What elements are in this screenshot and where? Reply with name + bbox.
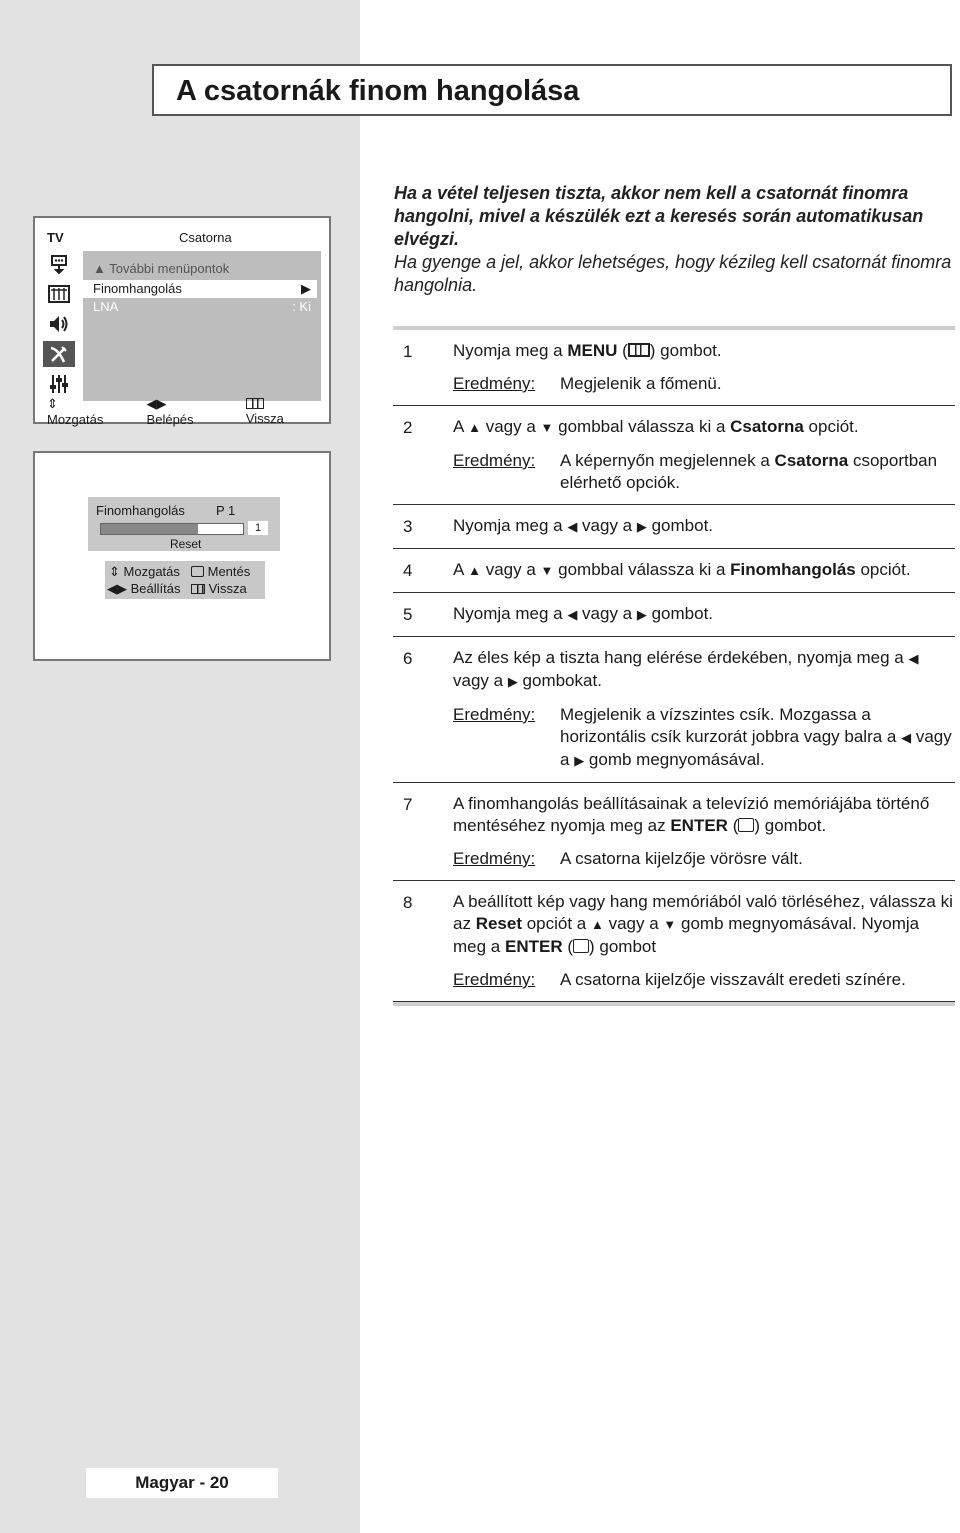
menu-icon [191,584,205,594]
left-arrow-icon: ◀ [908,651,919,666]
arrow-right-icon: ▶ [301,281,311,296]
step-2 [393,406,955,505]
leftright-icon: ◀▶ [107,581,127,596]
fine-tuning-bar [100,523,244,535]
page-footer: Magyar - 20 [86,1468,278,1498]
fine-tuning-value: 1 [248,521,268,535]
fine-tuning-help [105,561,265,599]
result-label: Eredmény: [453,374,536,393]
fine-tuning-screenshot [33,451,331,661]
step-result: Eredmény: A képernyőn megjelennek a Csatorna csoportban elérhető opciók. [453,451,938,492]
step-result: Eredmény: Megjelenik a vízszintes csík. Mozgassa a horizontális csík kurzorát jobbra vagy balra a ◀ vagy a ▶ gomb megnyomásával. [453,704,955,772]
leftright-icon: ◀▶ [146,396,167,411]
up-arrow-icon: ▲ [468,420,481,435]
menu-item-label: Finomhangolás [93,281,182,296]
result-label: Eredmény: [453,970,536,989]
right-arrow-icon: ▶ [574,753,585,768]
step-text: A ▲ vagy a ▼ gombbal válassza ki a Csatorna opciót. [453,417,859,436]
left-arrow-icon: ◀ [567,519,578,534]
result-label: Eredmény: [453,705,536,724]
sound-icon [43,311,75,337]
down-arrow-icon: ▼ [540,563,554,578]
tv-menu-screenshot [33,216,331,427]
lna-value: : Ki [292,299,311,314]
enter-icon [191,566,204,577]
step-number: 8 [403,893,413,912]
fine-tuning-panel [88,497,280,551]
help-save: Mentés [191,564,250,579]
step-text: Az éles kép a tiszta hang elérése érdekében, nyomja meg a ◀ vagy a ▶ gombokat. [453,648,919,690]
step-number: 5 [403,605,413,624]
steps-list [393,326,955,1006]
menu-icon [628,343,650,357]
program-label: P 1 [216,503,236,518]
step-1 [393,330,955,406]
help-move: ⇕ Mozgatás [109,564,180,579]
step-result: Eredmény: A csatorna kijelzője visszavált eredeti színére. [453,970,906,989]
help-enter: ◀▶ Belépés [146,396,194,427]
fine-tuning-label: Finomhangolás [96,503,185,518]
help-adjust: ◀▶ Beállítás [107,581,181,596]
channel-icon [43,341,75,367]
step-text: Nyomja meg a ◀ vagy a ▶ gombot. [453,604,714,623]
right-arrow-icon: ▶ [636,607,647,622]
setup-icon [43,371,75,397]
intro-text [394,182,954,297]
step-text: A beállított kép vagy hang memóriából való törléséhez, válassza ki az Reset opciót a ▲ vagy a ▼ gomb megnyomásával. Nyomja meg a ENTER ( ) gombot [453,892,953,956]
step-result: Eredmény: A csatorna kijelzője vörösre vált. [453,849,803,868]
step-number: 2 [403,418,413,437]
updown-icon: ⇕ [109,564,120,579]
step-result: Eredmény: Megjelenik a főmenü. [453,374,722,393]
step-text: Nyomja meg a MENU ( ) gombot. [453,341,722,360]
menu-icon-column [43,251,79,401]
right-arrow-icon: ▶ [636,519,647,534]
step-3 [393,505,955,549]
step-8 [393,881,955,1002]
menu-icon [246,398,264,409]
help-move: ⇕ Mozgatás [47,396,104,427]
result-label: Eredmény: [453,451,536,470]
menu-panel [83,251,321,401]
step-4 [393,549,955,593]
step-number: 6 [403,649,413,668]
menu-heading: Csatorna [179,230,232,245]
menu-item-lna [93,299,311,314]
step-7 [393,783,955,881]
left-arrow-icon: ◀ [901,730,912,745]
right-arrow-icon: ▶ [507,674,518,689]
step-number: 1 [403,342,413,361]
step-number: 7 [403,795,413,814]
enter-icon [573,939,589,953]
step-number: 4 [403,561,413,580]
help-back: Vissza [191,581,247,596]
title-box [152,64,952,116]
up-arrow-icon: ▲ [468,563,481,578]
bottom-rule [393,1002,955,1006]
help-back: Vissza [246,396,323,427]
step-5 [393,593,955,637]
page-title: A csatornák finom hangolása [176,75,580,107]
down-arrow-icon: ▼ [663,917,677,932]
reset-label: Reset [170,537,202,551]
menu-item-finomhangolas [83,280,317,298]
menu-help-bar [47,396,323,427]
intro-paragraph-2: Ha gyenge a jel, akkor lehetséges, hogy kézileg kell csatornát finomra hangolnia. [394,252,952,295]
lna-label: LNA [93,299,119,314]
updown-icon: ⇕ [47,396,58,411]
left-arrow-icon: ◀ [567,607,578,622]
input-icon [43,251,75,277]
picture-icon [43,281,75,307]
step-text: A ▲ vagy a ▼ gombbal válassza ki a Finomhangolás opciót. [453,560,911,579]
step-6 [393,637,955,783]
fine-tuning-bar-fill [101,524,198,534]
enter-icon [738,818,754,832]
step-text: A finomhangolás beállításainak a televízió memóriájába történő mentéséhez nyomja meg az ENTER ( ) gombot. [453,794,930,835]
intro-paragraph-1: Ha a vétel teljesen tiszta, akkor nem kell a csatornát finomra hangolni, mivel a készülék ezt a keresés során automatikusan elvégzi. [394,183,924,249]
up-arrow-icon: ▲ [591,917,604,932]
step-number: 3 [403,517,413,536]
tv-label: TV [47,230,64,245]
result-label: Eredmény: [453,849,536,868]
step-text: Nyomja meg a ◀ vagy a ▶ gombot. [453,516,714,535]
more-items-label: ▲ További menüpontok [93,261,230,276]
down-arrow-icon: ▼ [540,420,554,435]
